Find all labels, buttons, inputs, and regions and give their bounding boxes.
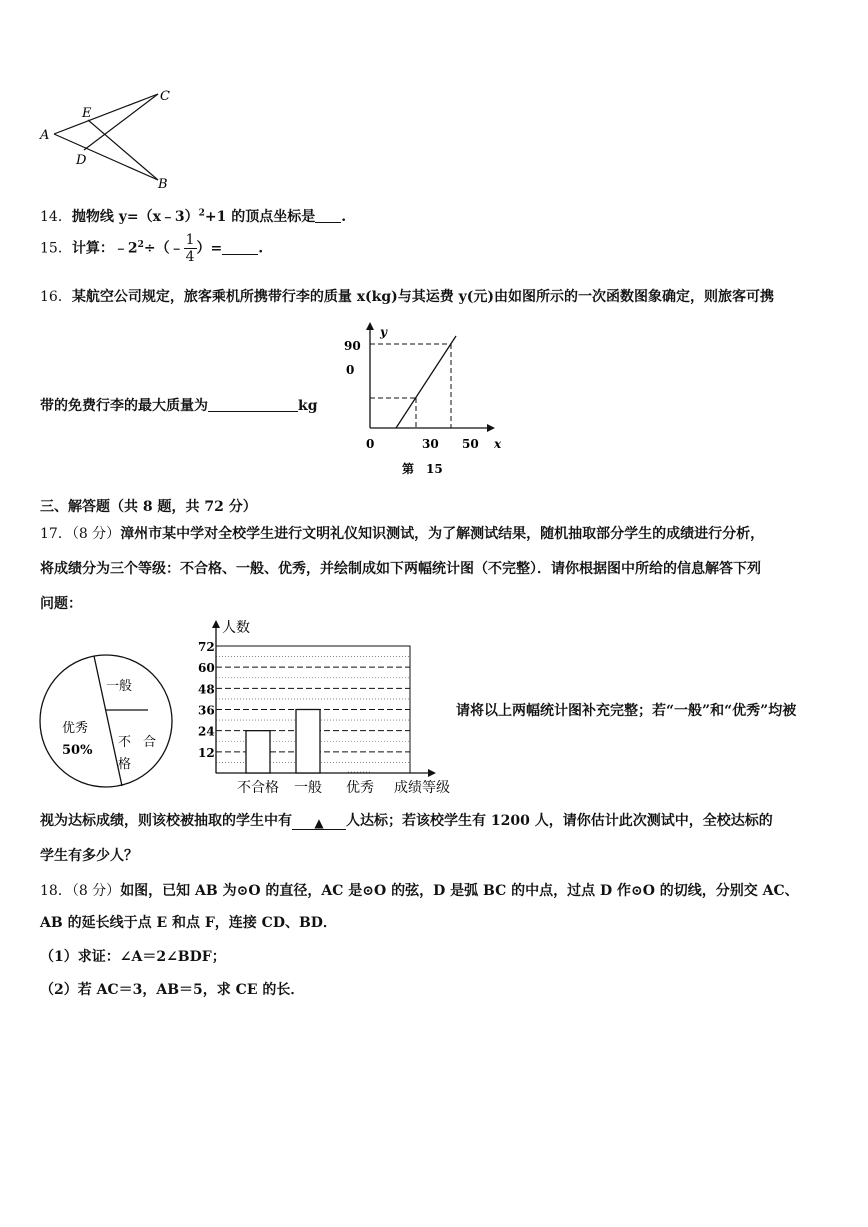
y-axis-arrow xyxy=(366,322,374,330)
y-tick-label: 12 xyxy=(198,745,215,760)
question-18-part-1-text: （1）求证：∠A＝2∠BDF； xyxy=(40,949,226,965)
question-18-number: 18． xyxy=(40,883,72,899)
question-14-exponent: 2 xyxy=(198,208,205,219)
bar xyxy=(296,710,320,774)
y-axis-label: 人数 xyxy=(222,620,250,636)
x-axis-label: 成绩等级 xyxy=(394,780,450,796)
question-17-line-1 xyxy=(40,523,764,543)
label-d: D xyxy=(76,153,87,168)
pie-circle xyxy=(40,655,172,787)
label-c: C xyxy=(160,89,170,104)
pie-label-general: 一般 xyxy=(106,679,133,694)
question-18-line-2 xyxy=(40,912,337,932)
pie-label-fail-1: 不 xyxy=(118,735,132,750)
question-16-text: 某航空公司规定，旅客乘机所携带行李的质量 x(kg)与其运费 y(元)由如图所示的一次函数图象确定，则旅客可携 xyxy=(71,289,775,305)
bar-chart xyxy=(186,612,466,800)
question-18-text-1: 如图，已知 AB 为⊙O 的直径，AC 是⊙O 的弦，D 是弧 BC 的中点，过点 D 作⊙O 的切线，分别交 AC、 xyxy=(120,883,799,899)
question-18-line-1 xyxy=(40,880,799,900)
question-15-number: 15． xyxy=(40,240,72,257)
question-17-text-1: 漳州市某中学对全校学生进行文明礼仪知识测试，为了解测试结果，随机抽取部分学生的成绩进行分析， xyxy=(120,526,765,542)
question-17-points: （8 分） xyxy=(71,526,121,542)
y-tick-90: 90 xyxy=(344,339,361,353)
label-e: E xyxy=(82,106,92,121)
fraction-denominator: 4 xyxy=(185,249,195,265)
answer-blank-17-marker: ▲ xyxy=(314,816,324,830)
bar xyxy=(246,731,270,773)
category-label: 一般 xyxy=(294,780,322,796)
pie-label-fail-3: 格 xyxy=(118,757,132,772)
segment-ac xyxy=(54,94,158,134)
question-14-text: 抛物线 y=（x﹣3） xyxy=(71,209,199,225)
function-line xyxy=(396,336,456,428)
pie-label-excellent-pct: 50% xyxy=(62,743,93,758)
answer-blank-14[interactable] xyxy=(315,208,341,223)
y-tick-label: 60 xyxy=(198,661,215,676)
y-tick-label: 36 xyxy=(198,703,215,718)
question-17-text-6: 学生有多少人？ xyxy=(40,848,138,864)
y-axis-arrow xyxy=(212,620,220,628)
question-18-part-2 xyxy=(40,979,304,999)
label-a: A xyxy=(40,128,50,143)
y-tick-label: 72 xyxy=(198,640,215,654)
question-17-text-2: 将成绩分为三个等级：不合格、一般、优秀，并绘制成如下两幅统计图（不完整）．请你根据图中所给的信息解答下列 xyxy=(40,561,761,577)
linear-function-graph xyxy=(336,318,516,478)
question-16-line-2 xyxy=(40,395,318,415)
segment-dc-cross xyxy=(84,94,158,150)
question-16-unit: kg xyxy=(298,398,318,414)
question-17-number: 17． xyxy=(40,526,72,542)
answer-blank-17[interactable] xyxy=(292,815,346,830)
category-label: 不合格 xyxy=(237,780,279,796)
y-tick-label: 48 xyxy=(198,682,215,697)
question-15-text-mid: ÷（﹣ xyxy=(143,240,184,257)
question-17-text-4: 视为达标成绩，则该校被抽取的学生中有 xyxy=(40,813,292,829)
x-tick-30: 30 xyxy=(422,437,439,451)
fraction-numerator: 1 xyxy=(185,232,195,248)
question-18-part-1 xyxy=(40,946,226,966)
question-15-text-after: ）= xyxy=(196,240,223,257)
x-axis-arrow xyxy=(487,424,495,432)
section-heading xyxy=(40,496,257,516)
fraction-one-quarter xyxy=(184,232,197,265)
question-15-exponent: 2 xyxy=(137,239,144,250)
y-tick-0: 0 xyxy=(346,363,355,377)
pie-label-excellent: 优秀 xyxy=(62,721,89,736)
question-14-end: . xyxy=(341,209,347,225)
question-15-end: . xyxy=(258,240,264,257)
segment-ab xyxy=(54,134,158,180)
x-axis-arrow xyxy=(428,769,436,777)
question-16-number: 16． xyxy=(40,289,72,305)
question-17-line-3 xyxy=(40,593,82,613)
question-17-text-3: 问题： xyxy=(40,596,82,612)
question-15-text: 计算：﹣2 xyxy=(71,240,138,257)
question-17-line-2 xyxy=(40,558,761,578)
question-17-line-5 xyxy=(40,845,138,865)
y-axis-label: y xyxy=(380,325,387,339)
graph-caption: 第 15 xyxy=(402,462,443,476)
question-16-line-1 xyxy=(40,286,774,306)
pie-chart xyxy=(38,652,178,792)
question-17-side-text xyxy=(456,700,796,720)
label-b: B xyxy=(158,177,168,192)
answer-blank-15[interactable] xyxy=(222,240,258,255)
y-tick-label: 24 xyxy=(198,724,215,739)
question-14 xyxy=(40,206,346,226)
pie-label-fail-2: 合 xyxy=(143,735,157,750)
question-17-line-4 xyxy=(40,810,773,830)
x-axis-label: x xyxy=(494,437,502,451)
category-label: 优秀 xyxy=(346,780,374,796)
geometry-figure-aedcb xyxy=(36,84,186,194)
origin-label: 0 xyxy=(366,437,375,451)
question-18-text-2: AB 的延长线于点 E 和点 F，连接 CD、BD． xyxy=(40,915,337,931)
question-17-side: 请将以上两幅统计图补充完整；若“一般”和“优秀”均被 xyxy=(456,703,797,719)
question-18-part-2-text: （2）若 AC＝3，AB＝5，求 CE 的长． xyxy=(40,982,305,998)
question-17-text-5: 人达标；若该校学生有 1200 人，请你估计此次测试中，全校达标的 xyxy=(346,813,773,829)
question-14-text-after: +1 的顶点坐标是 xyxy=(204,209,316,225)
segment-ec-cross xyxy=(88,120,158,180)
x-tick-50: 50 xyxy=(462,437,479,451)
section-heading-text: 三、解答题（共 8 题，共 72 分） xyxy=(40,499,257,515)
question-16-text-2: 带的免费行李的最大质量为 xyxy=(40,398,208,414)
question-15 xyxy=(40,232,263,265)
question-14-number: 14． xyxy=(40,209,72,225)
answer-blank-16[interactable] xyxy=(208,397,298,412)
question-18-points: （8 分） xyxy=(71,883,121,899)
